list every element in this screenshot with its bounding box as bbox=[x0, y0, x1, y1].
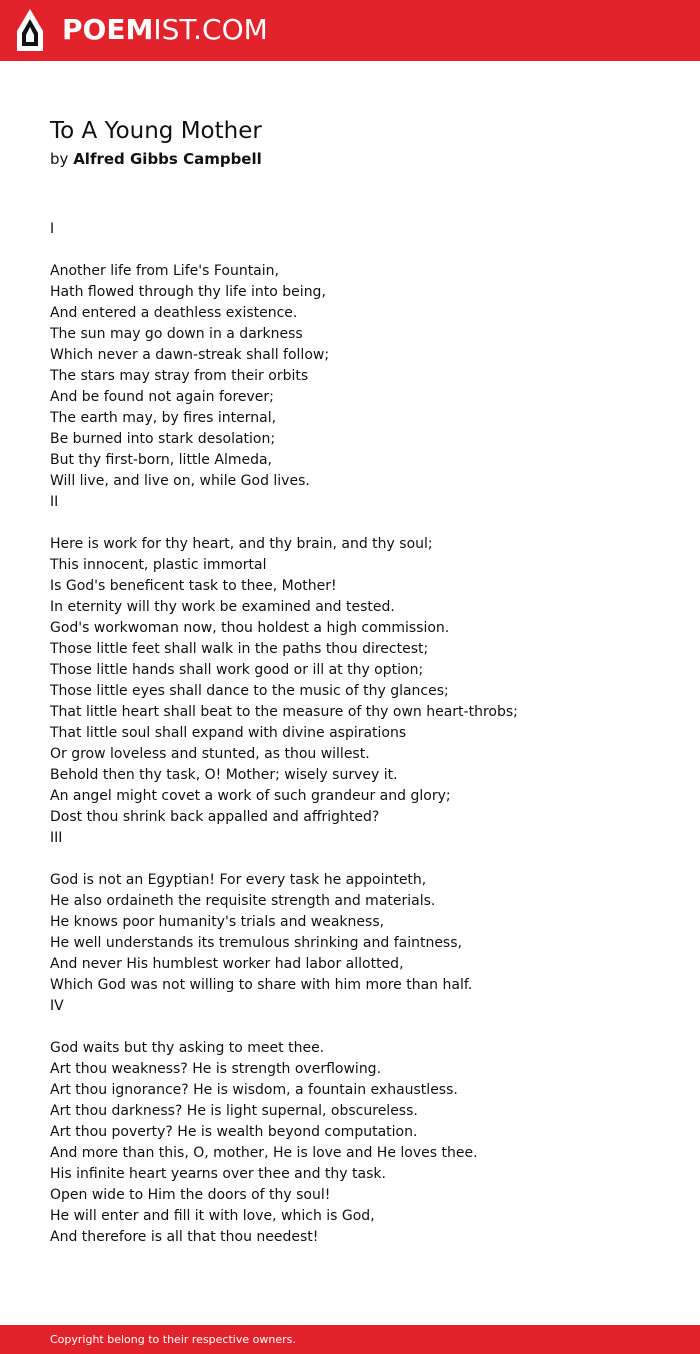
poem-line: Those little feet shall walk in the paths thou directest; bbox=[50, 641, 429, 657]
poem-line: And entered a deathless existence. bbox=[50, 305, 298, 321]
poem-line: II bbox=[50, 494, 59, 510]
poem-line: In eternity will thy work be examined and tested. bbox=[50, 599, 395, 615]
brand-light: IST.COM bbox=[153, 13, 268, 46]
byline bbox=[50, 149, 262, 169]
poem-line: But thy first-born, little Almeda, bbox=[50, 452, 273, 468]
poem-line: That little soul shall expand with divine aspirations bbox=[50, 725, 407, 741]
by-label: by bbox=[50, 150, 69, 168]
pencil-icon bbox=[17, 9, 43, 51]
poem-line: And therefore is all that thou needest! bbox=[50, 1229, 319, 1245]
poem-line: The earth may, by fires internal, bbox=[50, 410, 277, 426]
poem-line: And be found not again forever; bbox=[50, 389, 274, 405]
poem-line: Art thou darkness? He is light supernal, obscureless. bbox=[50, 1103, 418, 1119]
poem-line: Art thou poverty? He is wealth beyond computation. bbox=[50, 1124, 418, 1140]
author-name: Alfred Gibbs Campbell bbox=[73, 150, 262, 168]
poem-line: An angel might covet a work of such grandeur and glory; bbox=[50, 788, 451, 804]
poem-line: Dost thou shrink back appalled and affrighted? bbox=[50, 809, 380, 825]
poem-line: Behold then thy task, O! Mother; wisely survey it. bbox=[50, 767, 398, 783]
copyright-text: Copyright belong to their respective owners. bbox=[50, 1333, 296, 1346]
poem-line: He well understands its tremulous shrinking and faintness, bbox=[50, 935, 462, 951]
poem-line: Those little eyes shall dance to the music of thy glances; bbox=[50, 683, 449, 699]
poem-line bbox=[50, 513, 670, 534]
poem-line: Hath flowed through thy life into being, bbox=[50, 284, 326, 300]
poem-line: The sun may go down in a darkness bbox=[50, 326, 303, 342]
site-logo[interactable] bbox=[62, 12, 268, 48]
brand-bold: POEM bbox=[62, 13, 154, 46]
poem-line: Which God was not willing to share with him more than half. bbox=[50, 977, 473, 993]
poem-line: He knows poor humanity's trials and weakness, bbox=[50, 914, 385, 930]
poem-line: Here is work for thy heart, and thy brain, and thy soul; bbox=[50, 536, 433, 552]
poem-line: He will enter and fill it with love, which is God, bbox=[50, 1208, 375, 1224]
poem-line: Open wide to Him the doors of thy soul! bbox=[50, 1187, 331, 1203]
poem-line: Another life from Life's Fountain, bbox=[50, 263, 279, 279]
poem-line: IV bbox=[50, 998, 64, 1014]
poem-line: Those little hands shall work good or ill at thy option; bbox=[50, 662, 424, 678]
poem-line: God waits but thy asking to meet thee. bbox=[50, 1040, 325, 1056]
poem-line bbox=[50, 849, 670, 870]
poem-line: I bbox=[50, 221, 55, 237]
poem-line: God's workwoman now, thou holdest a high commission. bbox=[50, 620, 450, 636]
poem-line: His infinite heart yearns over thee and thy task. bbox=[50, 1166, 386, 1182]
poem-line: Which never a dawn-streak shall follow; bbox=[50, 347, 330, 363]
poem-line: God is not an Egyptian! For every task he appointeth, bbox=[50, 872, 427, 888]
poem-line: The stars may stray from their orbits bbox=[50, 368, 309, 384]
site-footer bbox=[0, 1325, 700, 1354]
poem-line: Art thou weakness? He is strength overflowing. bbox=[50, 1061, 382, 1077]
poem-line: And more than this, O, mother, He is love and He loves thee. bbox=[50, 1145, 478, 1161]
poem-line: Or grow loveless and stunted, as thou willest. bbox=[50, 746, 370, 762]
poem-line bbox=[50, 1017, 670, 1038]
poem-line: Be burned into stark desolation; bbox=[50, 431, 276, 447]
poem-title: To A Young Mother bbox=[50, 118, 262, 144]
poem-line: That little heart shall beat to the measure of thy own heart-throbs; bbox=[50, 704, 518, 720]
poem-line: III bbox=[50, 830, 63, 846]
poem-line: This innocent, plastic immortal bbox=[50, 557, 267, 573]
poem-line: And never His humblest worker had labor allotted, bbox=[50, 956, 404, 972]
site-header bbox=[0, 0, 700, 61]
poem-line: Art thou ignorance? He is wisdom, a fountain exhaustless. bbox=[50, 1082, 458, 1098]
poem-line: Will live, and live on, while God lives. bbox=[50, 473, 310, 489]
poem-line bbox=[50, 240, 670, 261]
poem-line: Is God's beneficent task to thee, Mother! bbox=[50, 578, 337, 594]
poem-body bbox=[50, 219, 670, 1248]
poem-line: He also ordaineth the requisite strength and materials. bbox=[50, 893, 436, 909]
